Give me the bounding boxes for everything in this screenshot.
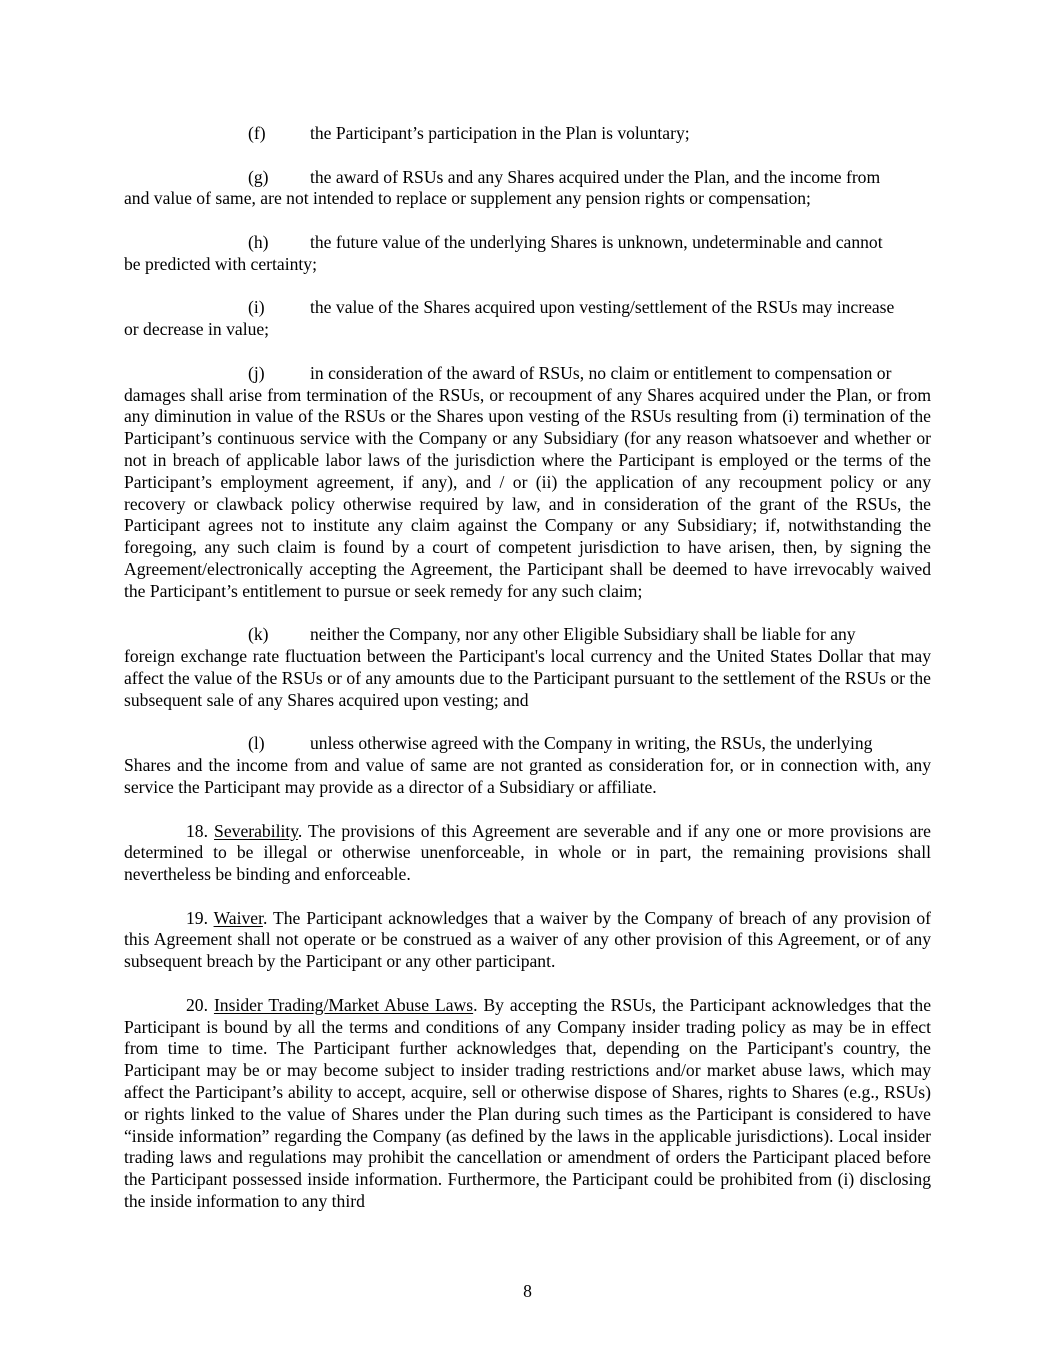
document-page: [124, 123, 931, 1235]
subclause-j: [124, 363, 931, 603]
section-20-insider-trading: [124, 995, 931, 1213]
section-19-title: Waiver: [213, 907, 263, 928]
subclause-f-first-line: [124, 123, 931, 145]
subclause-f-text: the Participant’s participation in the Plan is voluntary;: [310, 123, 690, 143]
subclause-f: [124, 123, 931, 145]
subclause-l-text-first: unless otherwise agreed with the Company in writing, the RSUs, the underlying: [310, 733, 873, 754]
subclause-j-first-line: [124, 363, 931, 385]
subclause-j-number: (j): [248, 362, 265, 383]
subclause-l-text-rest: Shares and the income from and value of same are not granted as consideration for, or in connection with, any service the Participant may provide as a director of a Subsidiary or affiliate.: [124, 755, 931, 797]
subclause-g-first-line: [124, 167, 931, 189]
section-18-text: . The provisions of this Agreement are severable and if any one or more provisions are determined to be illegal or otherwise unenforceable, in whole or in part, the remaining provisions shall nevertheless be binding and enforceable.: [124, 820, 931, 885]
page-number: 8: [523, 1281, 532, 1301]
subclause-i-first-line: [124, 297, 931, 319]
section-19-text: . The Participant acknowledges that a waiver by the Company of breach of any provision of this Agreement shall not operate or be construed as a waiver of any other provision of this Agreement, or of any subsequent breach by the Participant or any other participant.: [124, 907, 931, 972]
subclause-i: [124, 297, 931, 341]
section-19-number: 19.: [186, 907, 208, 928]
subclause-g-number: (g): [248, 166, 269, 187]
subclause-g-text-rest: and value of same, are not intended to replace or supplement any pension rights or compensation;: [124, 188, 811, 209]
subclause-j-text-rest: damages shall arise from termination of the RSUs, or recoupment of any Shares acquired under the Plan, or from any diminution in value of the RSUs or the Shares upon vesting of the RSUs resulting from (i) termination of the Participant’s continuous service with the Company or any Subsidiary (for any reason whatsoever and whether or not in breach of applicable labor laws of the jurisdiction where the Participant is employed or the terms of the Participant’s employment agreement, if any), and / or (ii) the application of any recoupment policy or any recovery or clawback policy otherwise required by law, and in consideration of the grant of the RSUs, the Participant agrees not to institute any claim against the Company or any Subsidiary; if, notwithstanding the foregoing, any such claim is found by a court of competent jurisdiction to have arisen, then, by signing the Agreement/electronically accepting the Agreement, the Participant shall be deemed to have irrevocably waived the Participant’s entitlement to pursue or seek remedy for any such claim;: [124, 384, 931, 601]
subclause-i-text-first: the value of the Shares acquired upon vesting/settlement of the RSUs may increase: [310, 297, 895, 318]
section-20-title: Insider Trading/Market Abuse Laws: [213, 994, 474, 1015]
section-18-severability: [124, 821, 931, 886]
subclause-g: [124, 167, 931, 211]
subclause-l-number: (l): [248, 733, 265, 754]
subclause-j-text-first: in consideration of the award of RSUs, no claim or entitlement to compensation or: [310, 362, 892, 383]
subclause-g-text-first: the award of RSUs and any Shares acquired under the Plan, and the income from: [310, 166, 881, 187]
subclause-i-number: (i): [248, 297, 265, 318]
section-19-waiver: [124, 908, 931, 973]
subclause-k-text-rest: foreign exchange rate fluctuation between the Participant's local currency and the United States Dollar that may affect the value of the RSUs or of any amounts due to the Participant pursuant to the settlement of the RSUs or the subsequent sale of any Shares acquired upon vesting; and: [124, 646, 931, 710]
section-20-number: 20.: [186, 994, 208, 1015]
subclause-f-number: (f): [248, 123, 266, 143]
subclause-h-text-first: the future value of the underlying Shares is unknown, undeterminable and cannot: [310, 231, 883, 252]
section-18-number: 18.: [186, 820, 208, 841]
subclause-h-number: (h): [248, 231, 269, 252]
section-18-title: Severability: [214, 820, 298, 841]
subclause-k-text-first: neither the Company, nor any other Eligible Subsidiary shall be liable for any: [310, 624, 856, 645]
subclause-l: [124, 733, 931, 798]
subclause-h-first-line: [124, 232, 931, 254]
subclause-h: [124, 232, 931, 276]
subclause-h-text-rest: be predicted with certainty;: [124, 253, 317, 274]
subclause-l-first-line: [124, 733, 931, 755]
subclause-k: [124, 624, 931, 711]
section-20-text: . By accepting the RSUs, the Participant acknowledges that the Participant is bound by all the terms and conditions of any Company insider trading policy as may be in effect from time to time. The Participant further acknowledges that, depending on the Participant's country, the Participant may be or may become subject to insider trading restrictions and/or market abuse laws, which may affect the Participant’s ability to accept, acquire, sell or otherwise dispose of Shares, rights to Shares (e.g., RSUs) or rights linked to the value of Shares under the Plan during such times as the Participant is considered to have “inside information” regarding the Company (as defined by the laws in the applicable jurisdictions). Local insider trading laws and regulations may prohibit the cancellation or amendment of orders the Participant placed before the Participant possessed inside information. Furthermore, the Participant could be prohibited from (i) disclosing the inside information to any third: [124, 994, 932, 1212]
subclause-k-number: (k): [248, 624, 269, 645]
subclause-k-first-line: [124, 624, 931, 646]
subclause-i-text-rest: or decrease in value;: [124, 319, 270, 340]
